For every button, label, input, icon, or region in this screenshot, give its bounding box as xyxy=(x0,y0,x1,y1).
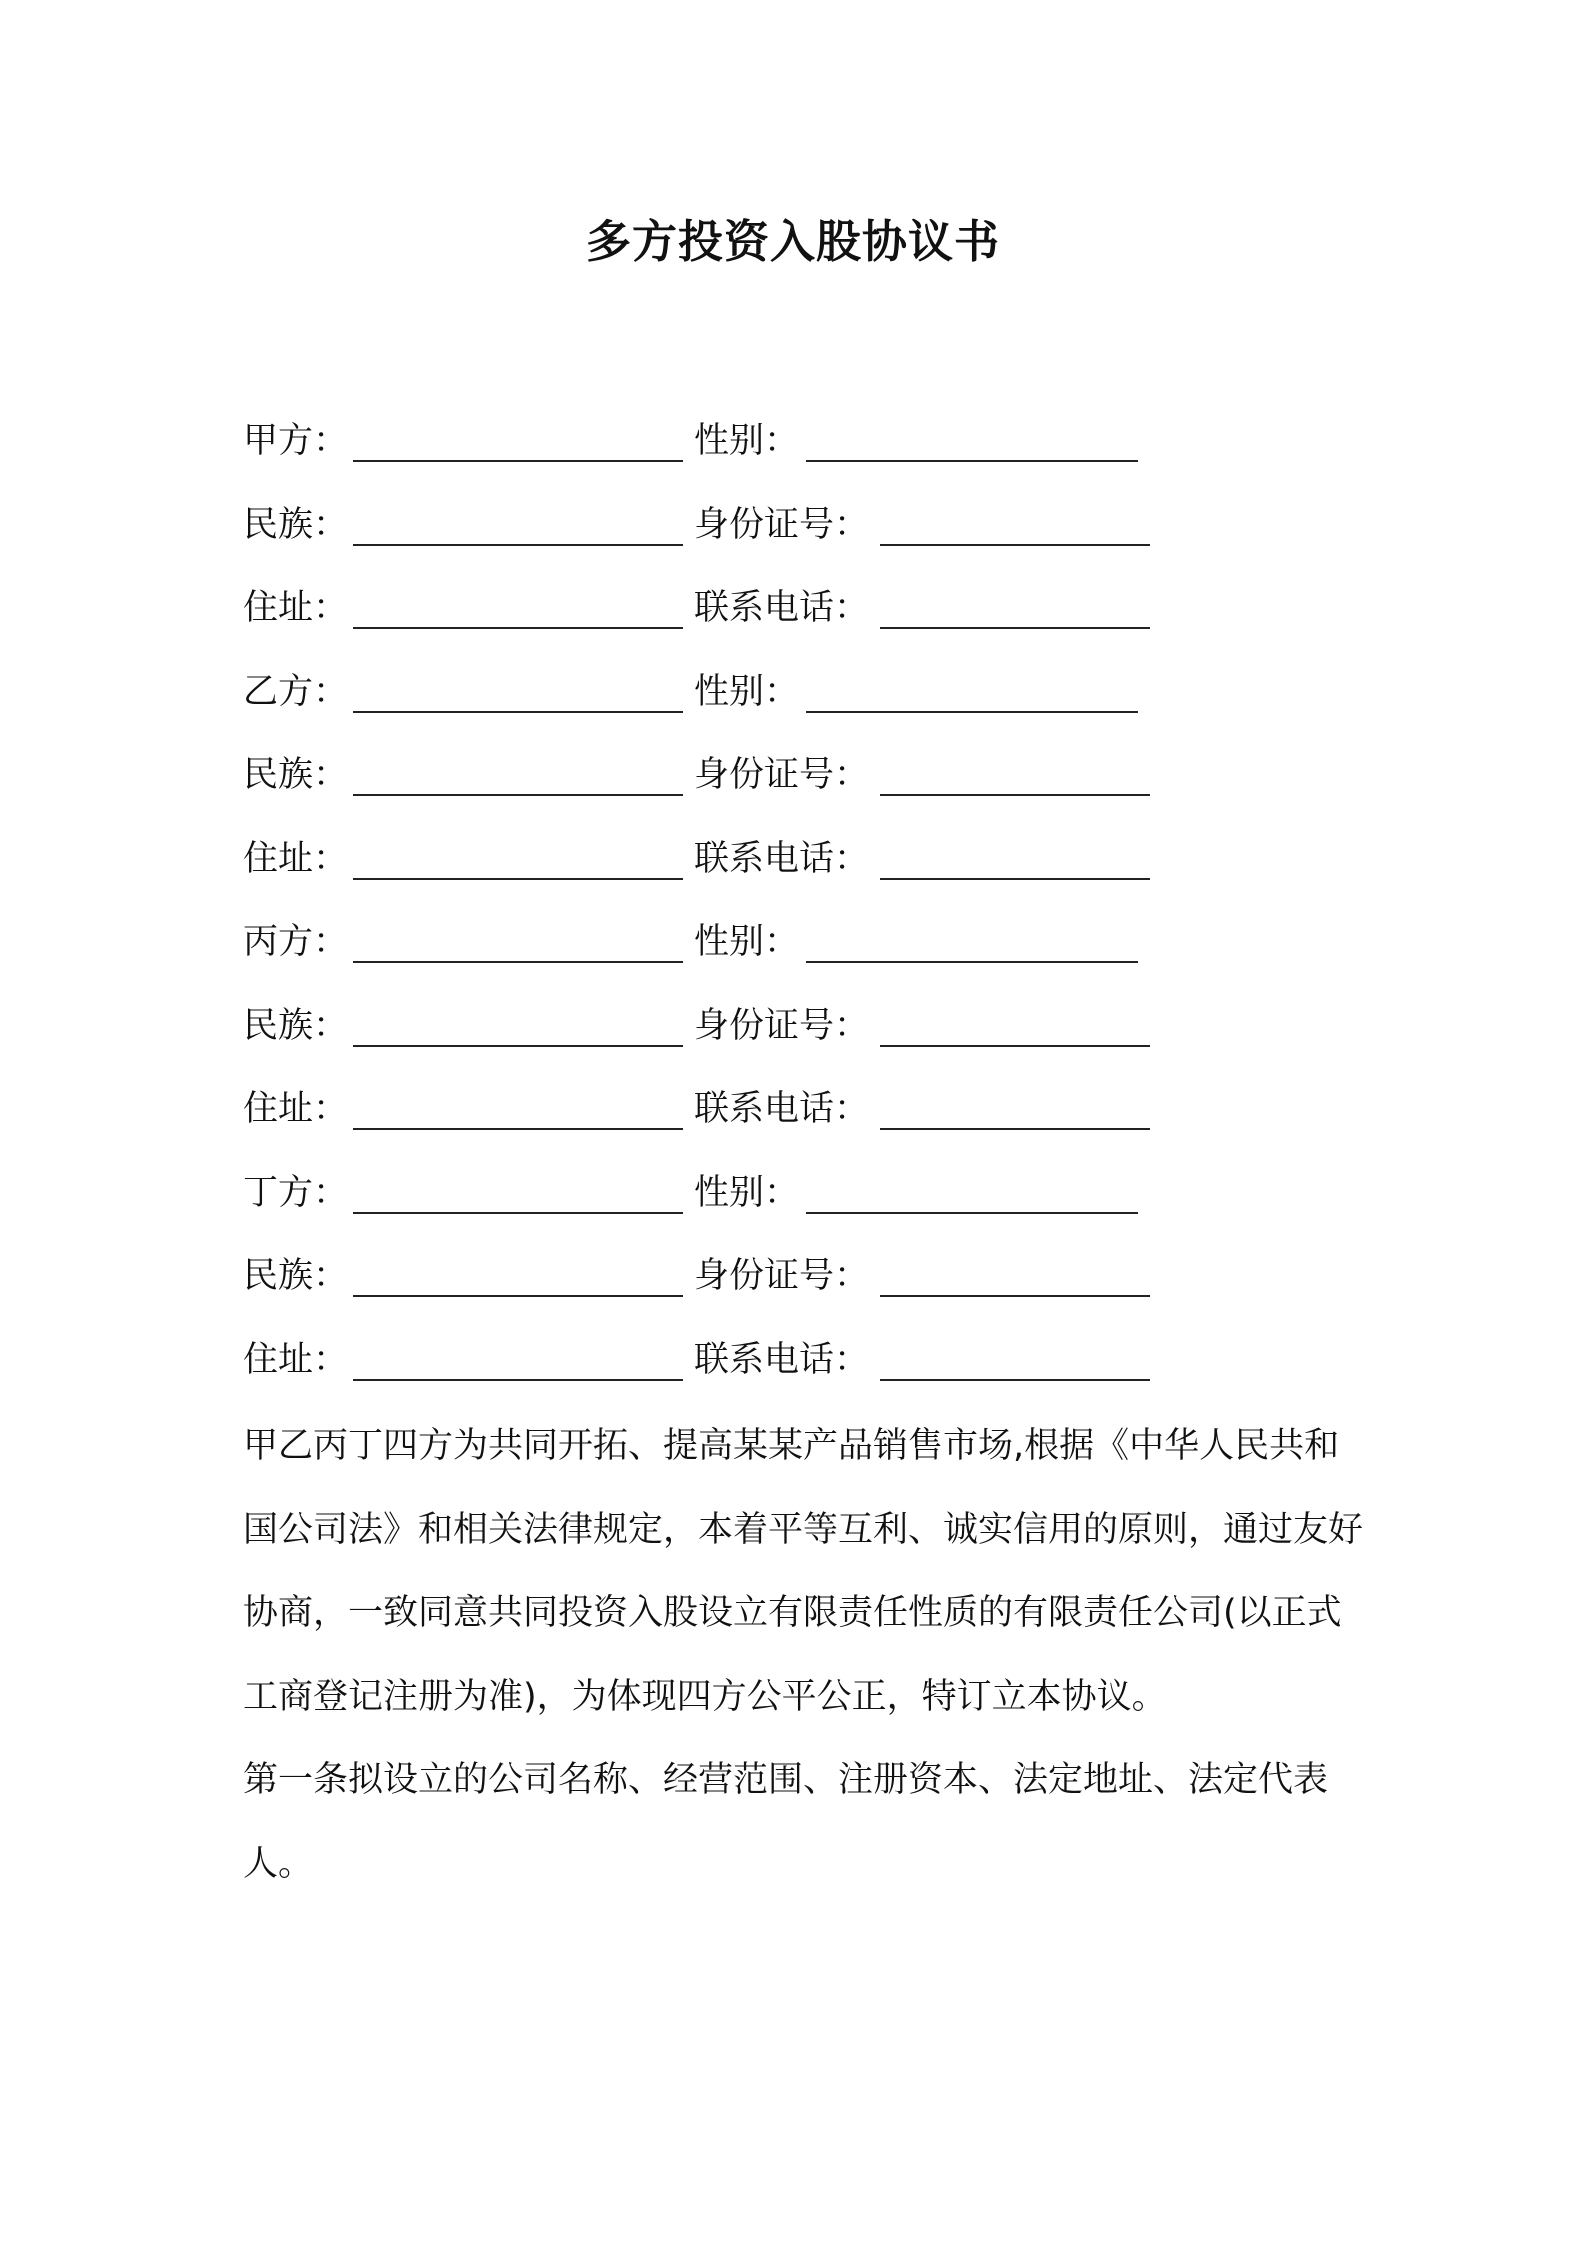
blank-line[interactable] xyxy=(353,1128,683,1130)
field-label: 联系电话： xyxy=(694,1339,870,1380)
party-d-row-1 xyxy=(243,1164,1363,1248)
field-label: 民族： xyxy=(243,504,349,545)
party-c-row-3 xyxy=(243,1080,1363,1164)
party-b-row-2 xyxy=(243,746,1363,830)
party-a-row-1 xyxy=(243,412,1363,496)
blank-line[interactable] xyxy=(353,1379,683,1381)
field-label: 联系电话： xyxy=(694,1089,870,1129)
field-label: 联系电话： xyxy=(694,838,870,879)
article-one-paragraph: 第一条拟设立的公司名称、经营范围、注册资本、法定地址、法定代表人。 xyxy=(243,1760,1329,1884)
blank-line[interactable] xyxy=(806,961,1138,963)
field-label: 联系电话： xyxy=(694,588,870,628)
blank-line[interactable] xyxy=(880,1379,1150,1381)
field-label: 民族： xyxy=(243,755,349,795)
party-a-row-2 xyxy=(243,496,1363,580)
blank-line[interactable] xyxy=(353,627,683,629)
blank-line[interactable] xyxy=(353,1212,683,1214)
blank-line[interactable] xyxy=(880,627,1150,629)
preamble-paragraph: 甲乙丙丁四方为共同开拓、提高某某产品销售市场,根据《中华人民共和国公司法》和相关法律规定，本着平等互利、诚实信用的原则，通过友好协商，一致同意共同投资入股设立有限责任性质的有限责任公司(以正式工商登记注册为准)，为体现四方公平公正，特订立本协议。 xyxy=(243,1426,1364,1717)
field-label: 乙方： xyxy=(243,671,349,712)
blank-line[interactable] xyxy=(353,1045,683,1047)
blank-line[interactable] xyxy=(806,711,1138,713)
blank-line[interactable] xyxy=(806,460,1138,462)
blank-line[interactable] xyxy=(353,711,683,713)
document-title: 多方投资入股协议书 xyxy=(585,215,1000,268)
field-label: 性别： xyxy=(694,671,800,712)
field-label: 丙方： xyxy=(243,922,349,962)
field-label: 身份证号： xyxy=(694,755,870,795)
party-info-fields xyxy=(243,412,1363,1414)
blank-line[interactable] xyxy=(880,544,1150,546)
blank-line[interactable] xyxy=(353,794,683,796)
field-label: 民族： xyxy=(243,1005,349,1046)
field-label: 身份证号： xyxy=(694,504,870,545)
field-label: 身份证号： xyxy=(694,1005,870,1046)
field-label: 民族： xyxy=(243,1256,349,1296)
field-label: 住址： xyxy=(243,1339,349,1380)
field-label: 性别： xyxy=(694,922,800,962)
field-label: 身份证号： xyxy=(694,1256,870,1296)
blank-line[interactable] xyxy=(880,1045,1150,1047)
party-a-row-3 xyxy=(243,579,1363,663)
field-label: 性别： xyxy=(694,421,800,461)
party-c-row-2 xyxy=(243,997,1363,1081)
blank-line[interactable] xyxy=(353,878,683,880)
blank-line[interactable] xyxy=(353,961,683,963)
blank-line[interactable] xyxy=(806,1212,1138,1214)
field-label: 甲方： xyxy=(243,421,349,461)
party-d-row-3 xyxy=(243,1331,1363,1415)
party-b-row-1 xyxy=(243,663,1363,747)
field-label: 性别： xyxy=(694,1172,800,1213)
blank-line[interactable] xyxy=(353,1295,683,1297)
field-label: 住址： xyxy=(243,838,349,879)
blank-line[interactable] xyxy=(353,460,683,462)
party-d-row-2 xyxy=(243,1247,1363,1331)
field-label: 住址： xyxy=(243,1089,349,1129)
blank-line[interactable] xyxy=(880,794,1150,796)
field-label: 住址： xyxy=(243,588,349,628)
blank-line[interactable] xyxy=(353,544,683,546)
party-c-row-1 xyxy=(243,913,1363,997)
field-label: 丁方： xyxy=(243,1172,349,1213)
blank-line[interactable] xyxy=(880,1128,1150,1130)
party-b-row-3 xyxy=(243,830,1363,914)
agreement-body xyxy=(243,1405,1363,1906)
blank-line[interactable] xyxy=(880,878,1150,880)
blank-line[interactable] xyxy=(880,1295,1150,1297)
